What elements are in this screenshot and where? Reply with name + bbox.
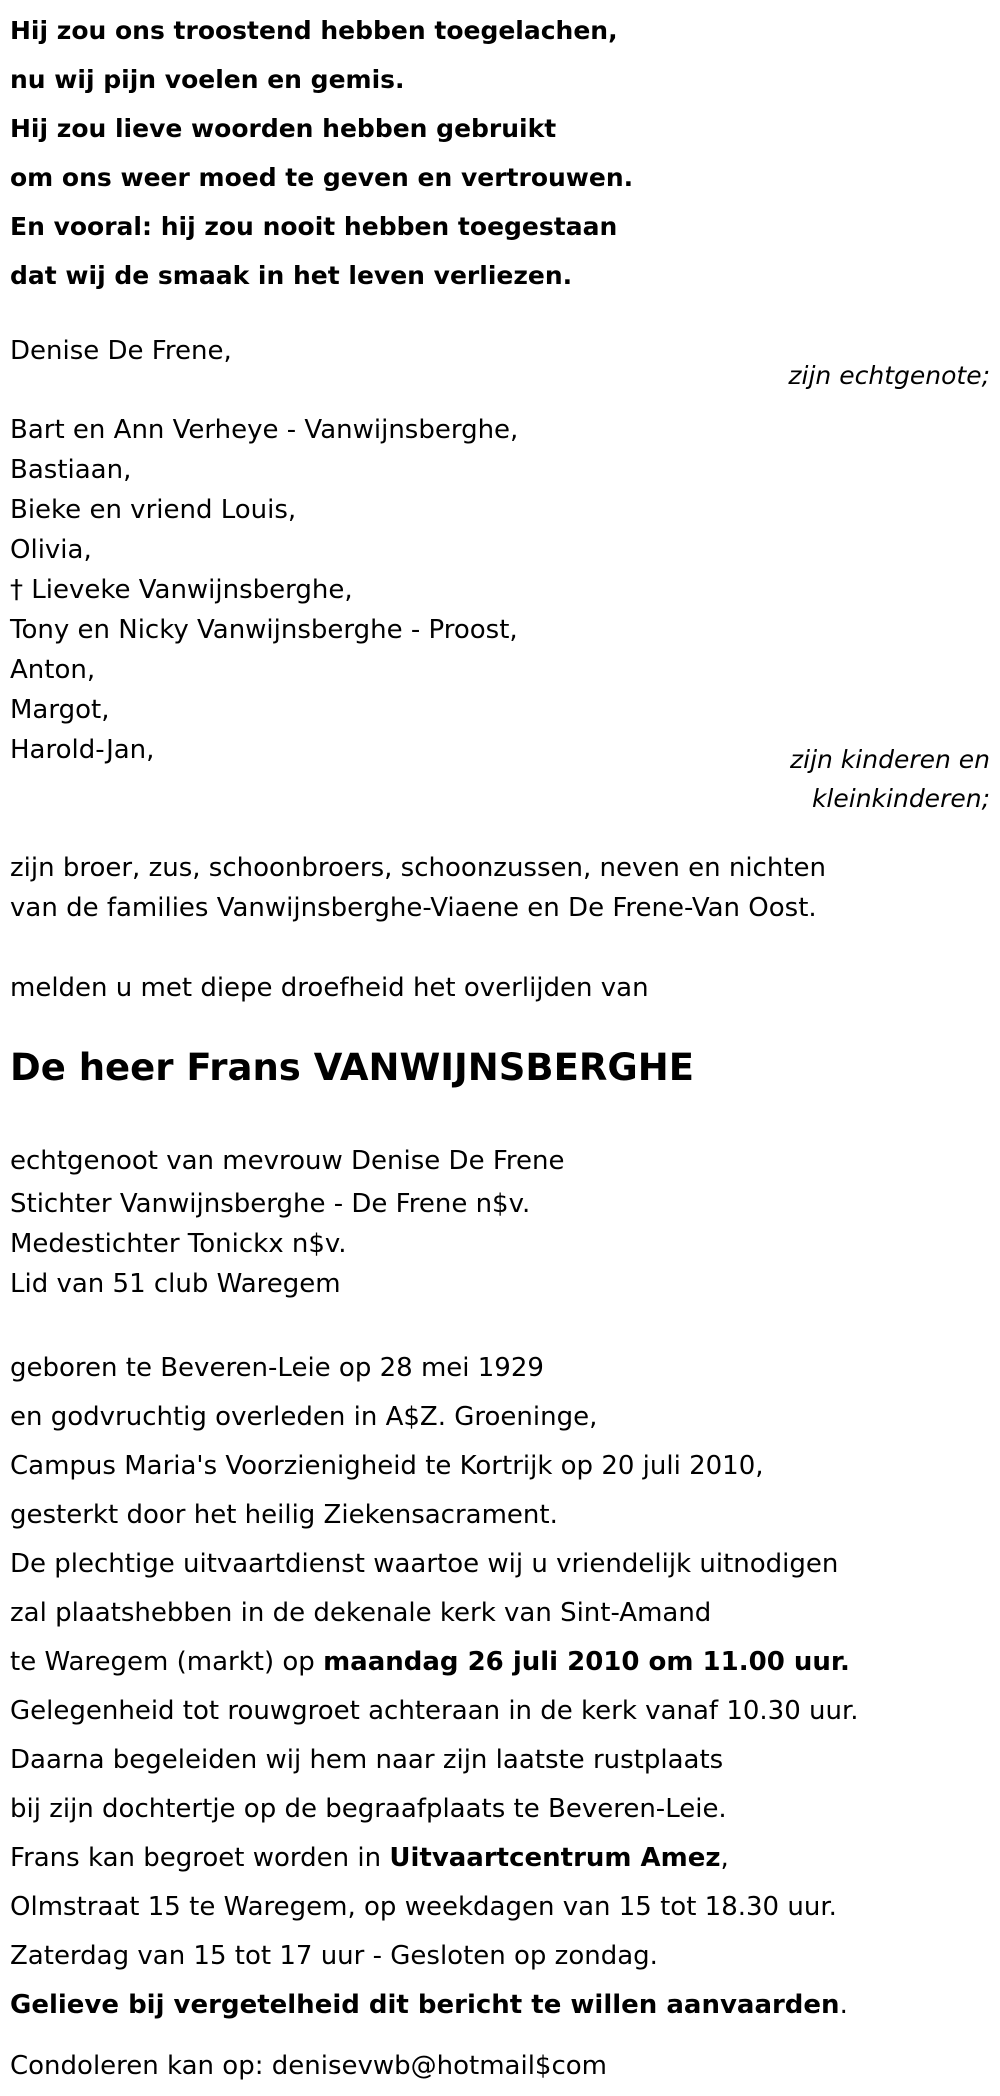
spouse-name: Denise De Frene, (10, 336, 232, 366)
visitation-prefix: Frans kan begroet worden in (10, 1843, 390, 1873)
role-entry: Lid van 51 club Waregem (10, 1269, 341, 1299)
closing-note: Gelieve bij vergetelheid dit bericht te willen aanvaarden (10, 1990, 840, 2020)
child-entry: Bastiaan, (10, 455, 132, 485)
detail-line: Olmstraat 15 te Waregem, op weekdagen van 15 tot 18.30 uur. (10, 1892, 837, 1922)
visitation-suffix: , (720, 1843, 729, 1873)
poem-line: En vooral: hij zou nooit hebben toegestaan (10, 212, 618, 241)
detail-line: geboren te Beveren-Leie op 28 mei 1929 (10, 1353, 544, 1383)
service-date: maandag 26 juli 2010 om 11.00 uur. (323, 1647, 850, 1677)
family-line: van de families Vanwijnsberghe-Viaene en De Frene-Van Oost. (10, 893, 817, 923)
child-entry: Harold-Jan, (10, 735, 155, 765)
obituary-card (10, 0, 990, 2086)
child-entry: Margot, (10, 695, 110, 725)
condolence-line: Condoleren kan op: denisevwb@hotmail$com (10, 2051, 607, 2081)
child-entry: † Lieveke Vanwijnsberghe, (10, 575, 353, 605)
detail-line: zal plaatshebben in de dekenale kerk van Sint-Amand (10, 1598, 712, 1628)
child-entry: Bieke en vriend Louis, (10, 495, 297, 525)
poem-line: Hij zou lieve woorden hebben gebruikt (10, 114, 557, 143)
children-list (10, 410, 990, 770)
poem-line: om ons weer moed te geven en vertrouwen. (10, 163, 634, 192)
service-location: te Waregem (markt) op (10, 1647, 324, 1677)
deceased-name: De heer Frans VANWIJNSBERGHE (10, 1046, 694, 1089)
closing-punctuation: . (839, 1990, 848, 2020)
visitation-line (10, 1834, 990, 1883)
poem-line: dat wij de smaak in het leven verliezen. (10, 261, 573, 290)
memorial-poem (10, 6, 990, 300)
funeral-home: Uitvaartcentrum Amez (389, 1843, 721, 1873)
detail-line: en godvruchtig overleden in A$Z. Groeninge, (10, 1402, 598, 1432)
relation-line: zijn kinderen en (790, 745, 990, 774)
announcement-text: melden u met diepe droefheid het overlijden van (10, 973, 649, 1003)
family-line: zijn broer, zus, schoonbroers, schoonzussen, neven en nichten (10, 853, 827, 883)
detail-line: Daarna begeleiden wij hem naar zijn laatste rustplaats (10, 1745, 724, 1775)
relation-line: kleinkinderen; (811, 784, 990, 813)
funeral-details (10, 1344, 990, 2030)
detail-line: Gelegenheid tot rouwgroet achteraan in de kerk vanaf 10.30 uur. (10, 1696, 859, 1726)
spouse-relation: zijn echtgenote; (788, 361, 990, 390)
poem-line: Hij zou ons troostend hebben toegelachen, (10, 16, 618, 45)
closing-line (10, 1981, 990, 2030)
role-entry: Stichter Vanwijnsberghe - De Frene n$v. (10, 1189, 531, 1219)
detail-line: bij zijn dochtertje op de begraafplaats te Beveren-Leie. (10, 1794, 727, 1824)
extended-family (10, 848, 990, 928)
child-entry: Olivia, (10, 535, 92, 565)
roles-list (10, 1184, 990, 1304)
detail-line: gesterkt door het heilig Ziekensacrament. (10, 1500, 558, 1530)
child-entry: Tony en Nicky Vanwijnsberghe - Proost, (10, 615, 518, 645)
spouse-of-line: echtgenoot van mevrouw Denise De Frene (10, 1146, 565, 1176)
child-entry: Anton, (10, 655, 96, 685)
children-relation (790, 740, 990, 818)
detail-line: Campus Maria's Voorzienigheid te Kortrijk op 20 juli 2010, (10, 1451, 764, 1481)
detail-line: De plechtige uitvaartdienst waartoe wij u vriendelijk uitnodigen (10, 1549, 839, 1579)
poem-line: nu wij pijn voelen en gemis. (10, 65, 405, 94)
child-entry: Bart en Ann Verheye - Vanwijnsberghe, (10, 415, 519, 445)
detail-line: Zaterdag van 15 tot 17 uur - Gesloten op zondag. (10, 1941, 658, 1971)
service-date-line (10, 1638, 990, 1687)
role-entry: Medestichter Tonickx n$v. (10, 1229, 347, 1259)
